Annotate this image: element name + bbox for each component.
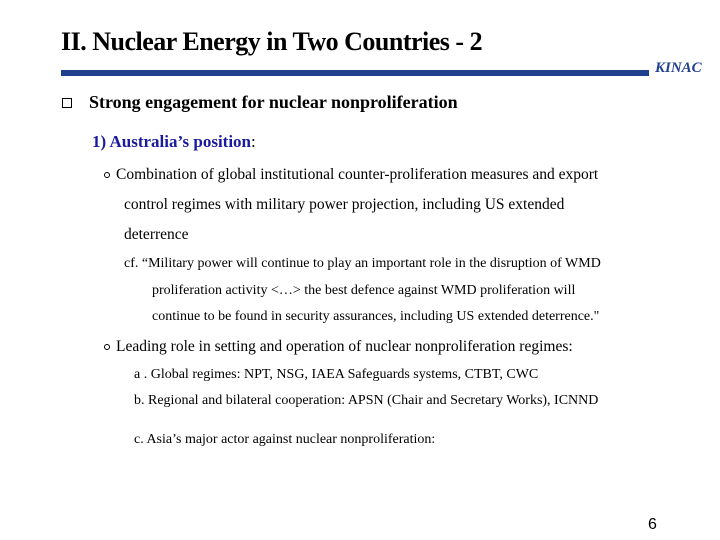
bullet-1-line-3: deterrence [124,226,189,243]
bullet-1-line-2: control regimes with military power projection, including US extended [124,196,565,213]
bullet-2: Leading role in setting and operation of nuclear nonproliferation regimes: [104,338,573,356]
subheading-text: 1) Australia’s position [92,132,252,151]
bullet-1-line-1: Combination of global institutional counter-proliferation measures and export [104,166,598,184]
kinac-logo: KINAC [655,60,702,76]
subheading [92,132,256,152]
quote-line-3: continue to be found in security assurances, including US extended deterrence." [152,309,600,324]
subheading-colon: : [251,132,256,151]
quote-line-2: proliferation activity <…> the best defence against WMD proliferation will [152,283,576,298]
title-divider [61,70,649,76]
regime-item-b: b. Regional and bilateral cooperation: APSN (Chair and Secretary Works), ICNND [134,393,599,408]
regime-item-a: a . Global regimes: NPT, NSG, IAEA Safeguards systems, CTBT, CWC [134,367,539,382]
regime-item-c: c. Asia’s major actor against nuclear nonproliferation: [134,432,436,447]
circle-bullet-icon [104,344,110,350]
quote-line-1: cf. “Military power will continue to play an important role in the disruption of WMD [124,256,601,271]
slide-title: II. Nuclear Energy in Two Countries - 2 [61,27,483,56]
section-heading: Strong engagement for nuclear nonproliferation [89,92,458,112]
square-bullet-icon [62,98,72,108]
circle-bullet-icon [104,172,110,178]
page-number: 6 [648,516,657,533]
